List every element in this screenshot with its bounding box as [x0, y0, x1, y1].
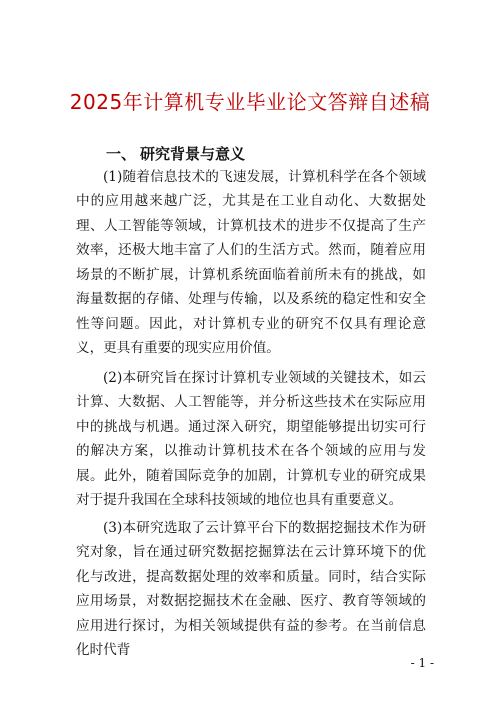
- section-title: 研究背景与意义: [140, 145, 246, 163]
- section-number: 一、: [106, 145, 137, 163]
- paragraph-3: (3)本研究选取了云计算平台下的数据挖掘技术作为研究对象，旨在通过研究数据挖掘算法在云计算环境下的优化与改进，提高数据处理的效率和质量。同时，结合实际应用场景，对数据挖掘技术在金融、医疗、教育等领域的应用进行探讨，为相关领域提供有益的参考。在当前信息化时代背: [76, 520, 426, 659]
- paragraph-2: (2)本研究旨在探讨计算机专业领域的关键技术，如云计算、大数据、人工智能等，并分析这些技术在实际应用中的挑战与机遇。通过深入研究，期望能够提出切实可行的解决方案，以推动计算机技术在各个领域的应用与发展。此外，随着国际竞争的加剧，计算机专业的研究成果对于提升我国在全球科技领域的地位也具有重要意义。: [76, 370, 426, 509]
- paragraph-1: (1)随着信息技术的飞速发展，计算机科学在各个领域中的应用越来越广泛，尤其是在工业自动化、大数据处理、人工智能等领域，计算机技术的进步不仅提高了生产效率，还极大地丰富了人们的生活方式。然而，随着应用场景的不断扩展，计算机系统面临着前所未有的挑战，如海量数据的存储、处理与传输，以及系统的稳定性和安全性等问题。因此，对计算机专业的研究不仅具有理论意义，更具有重要的现实应用价值。: [76, 169, 426, 357]
- document-title: 2025年计算机专业毕业论文答辩自述稿: [69, 90, 431, 114]
- section-heading: [106, 143, 245, 165]
- page-number: - 1 -: [410, 656, 434, 670]
